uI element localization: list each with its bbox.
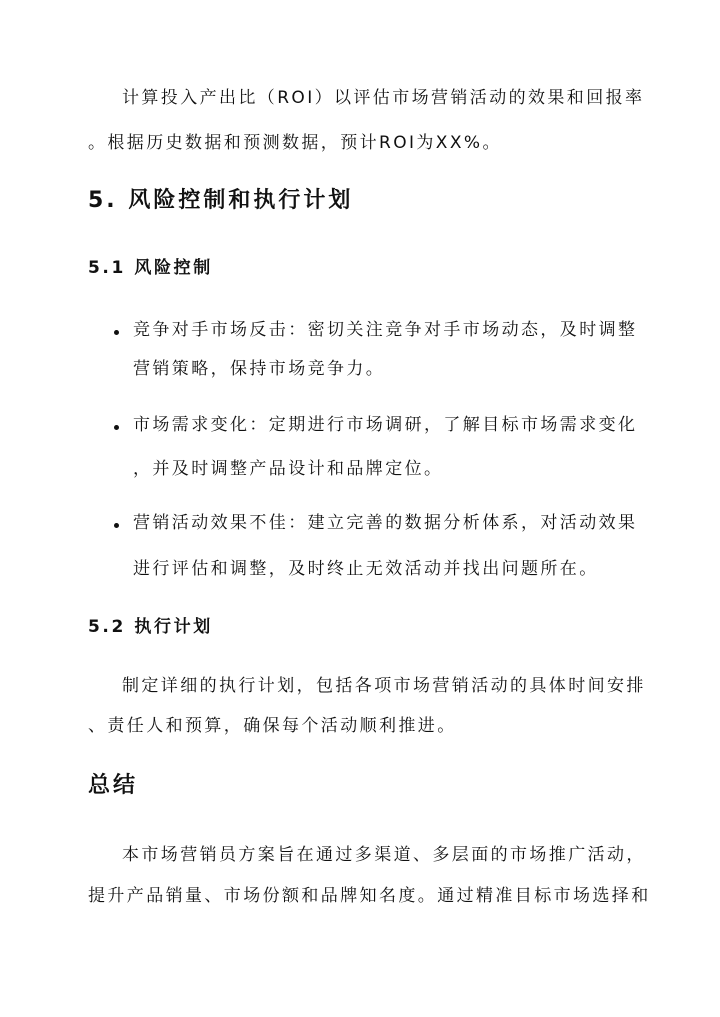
intro-paragraph-line-2: 。根据历史数据和预测数据，预计ROI为XX%。 bbox=[88, 133, 502, 153]
bullet-icon bbox=[114, 523, 119, 528]
summary-heading: 总结 bbox=[88, 773, 139, 798]
intro-paragraph-line-1: 计算投入产出比（ROI）以评估市场营销活动的效果和回报率 bbox=[122, 88, 645, 108]
bullet-icon bbox=[114, 330, 119, 335]
execution-paragraph-line-1: 制定详细的执行计划，包括各项市场营销活动的具体时间安排 bbox=[122, 676, 646, 696]
list-item-line-1: 营销活动效果不佳：建立完善的数据分析体系，对活动效果 bbox=[133, 513, 638, 533]
summary-paragraph-line-1: 本市场营销员方案旨在通过多渠道、多层面的市场推广活动， bbox=[122, 845, 646, 865]
list-item-line-1: 竞争对手市场反击：密切关注竞争对手市场动态，及时调整 bbox=[133, 320, 638, 340]
list-item-line-2: 营销策略，保持市场竞争力。 bbox=[133, 359, 386, 379]
execution-paragraph-line-2: 、责任人和预算，确保每个活动顺利推进。 bbox=[88, 716, 457, 736]
subsection-heading-risk-control: 5.1 风险控制 bbox=[88, 258, 213, 278]
list-item-line-2: ，并及时调整产品设计和品牌定位。 bbox=[133, 459, 444, 479]
bullet-icon bbox=[114, 425, 119, 430]
summary-paragraph-line-2: 提升产品销量、市场份额和品牌知名度。通过精准目标市场选择和 bbox=[88, 886, 651, 906]
list-item-line-2: 进行评估和调整，及时终止无效活动并找出问题所在。 bbox=[133, 559, 599, 579]
section-heading: 5. 风险控制和执行计划 bbox=[88, 188, 354, 213]
subsection-heading-execution-plan: 5.2 执行计划 bbox=[88, 617, 213, 637]
list-item-line-1: 市场需求变化：定期进行市场调研，了解目标市场需求变化 bbox=[133, 415, 638, 435]
